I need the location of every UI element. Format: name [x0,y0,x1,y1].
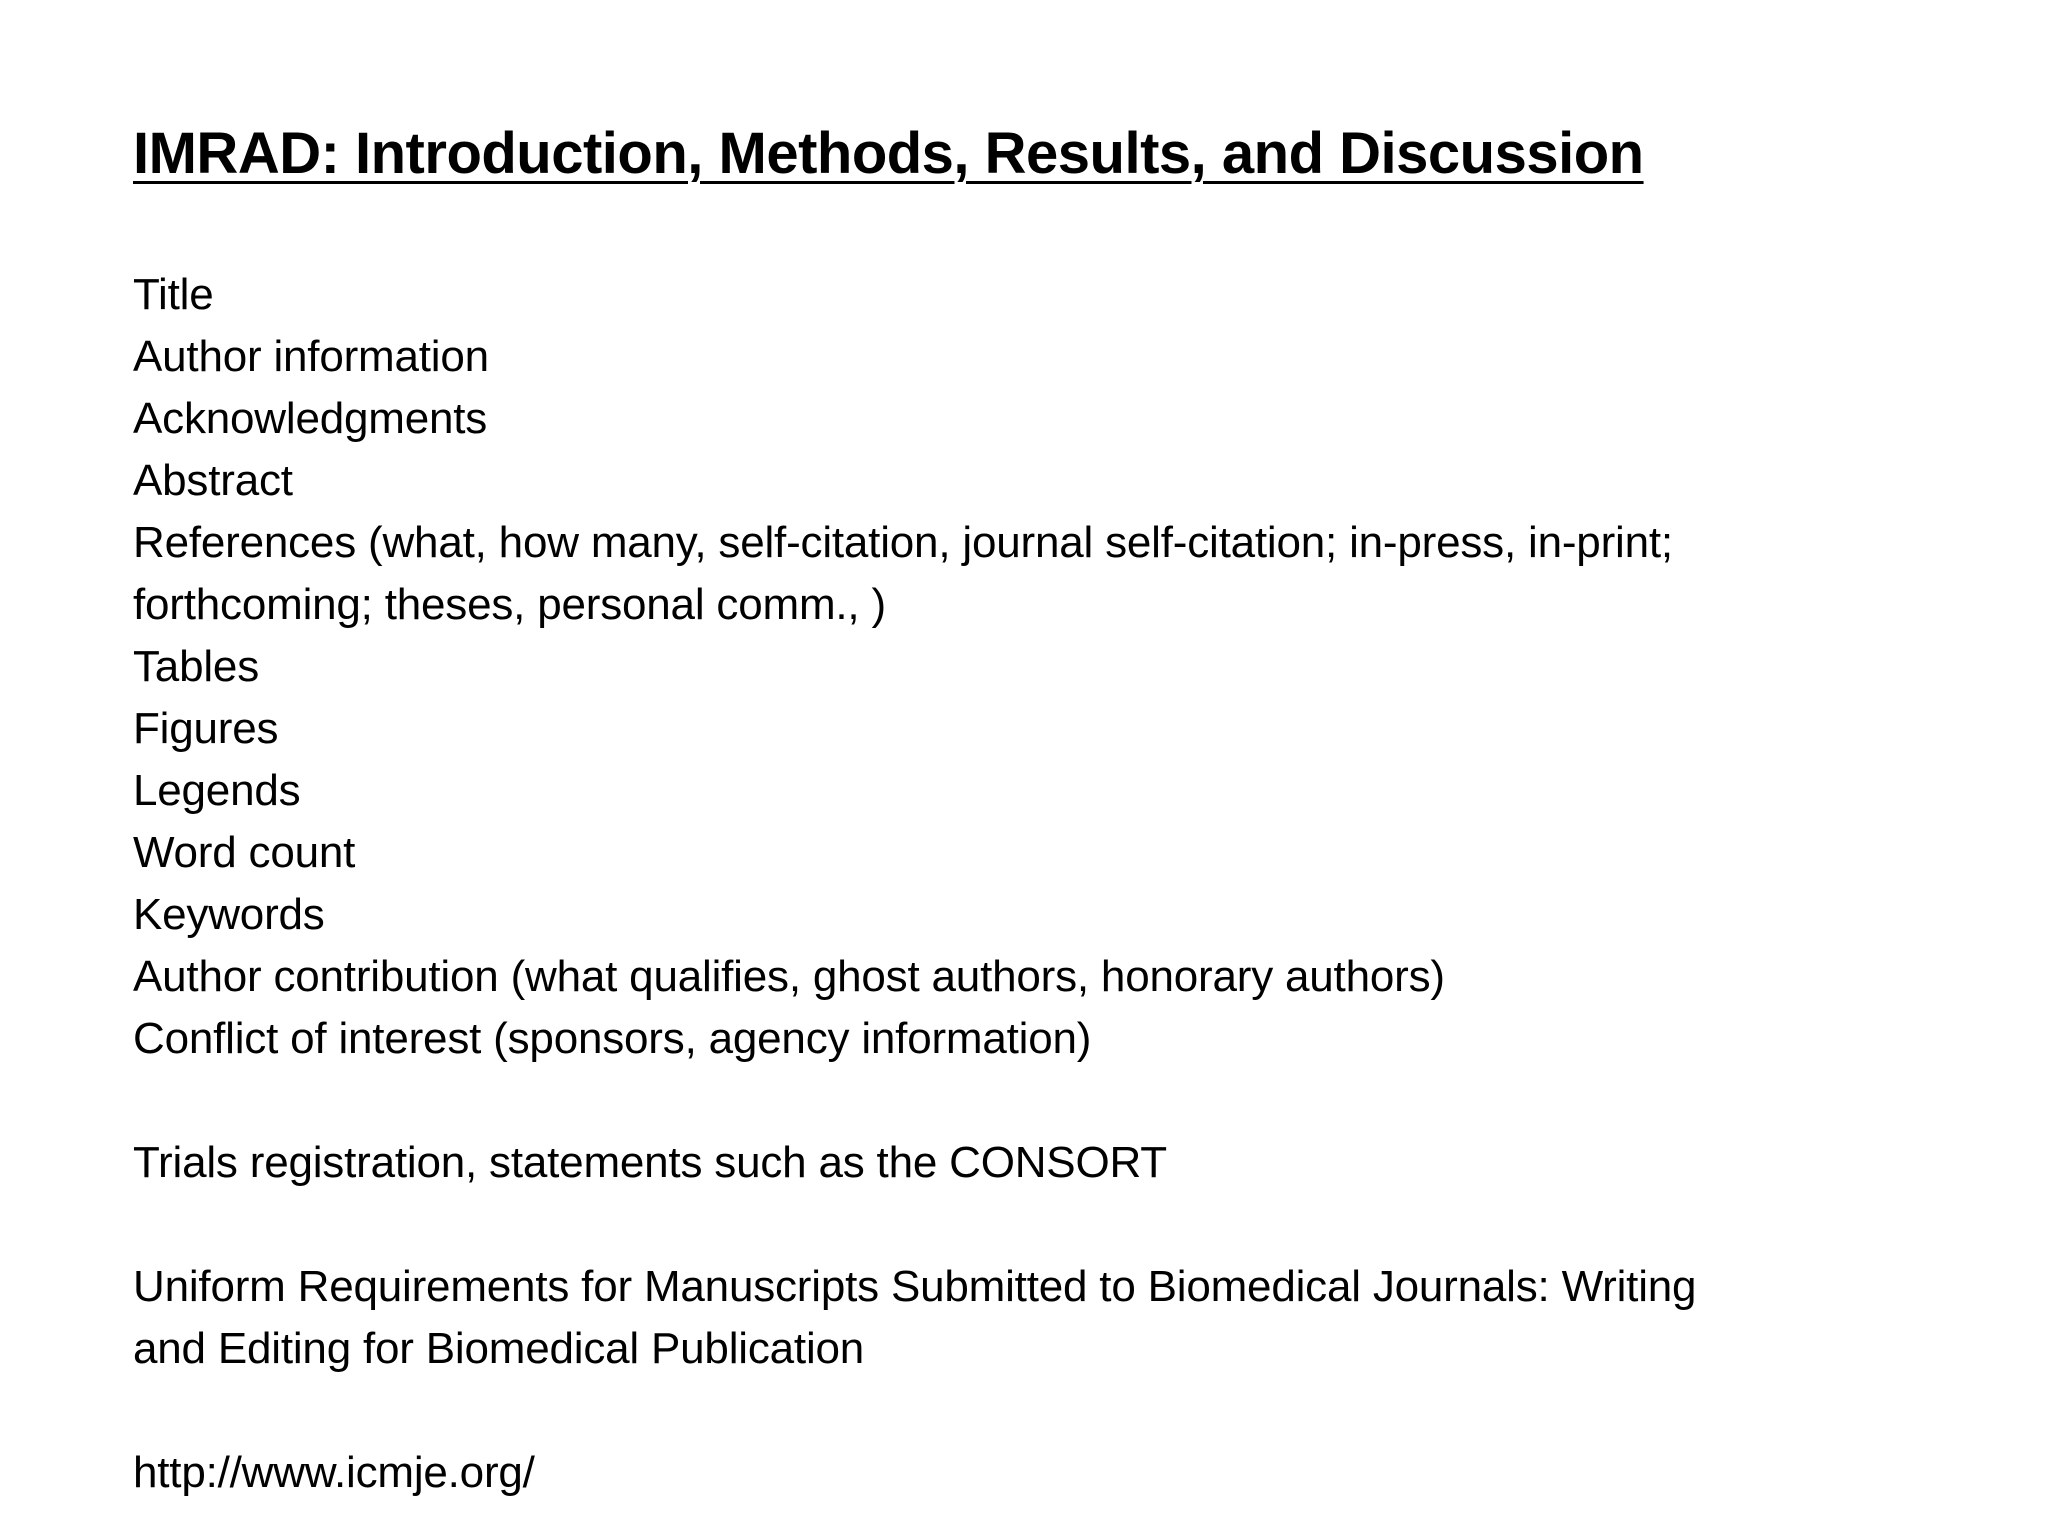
uniform-requirements-text [133,1256,1933,1380]
list-item-title: Title [133,270,214,319]
list-item-legends: Legends [133,766,301,815]
icmje-url: http://www.icmje.org/ [133,1448,535,1497]
slide-content [133,116,1933,1497]
list-item-author-contribution: Author contribution (what qualifies, ghost authors, honorary authors) [133,952,1445,1001]
list-item-word-count: Word count [133,828,356,877]
slide-title: IMRAD: Introduction, Methods, Results, and Discussion [133,121,1644,186]
body-list [133,264,1933,1504]
trials-registration-text: Trials registration, statements such as the CONSORT [133,1138,1167,1187]
references-line-1: References (what, how many, self-citation, journal self-citation; in-press, in-print; [133,518,1673,567]
uniform-requirements-line-1: Uniform Requirements for Manuscripts Submitted to Biomedical Journals: Writing [133,1262,1697,1311]
list-item-references [133,512,1933,636]
list-item-keywords: Keywords [133,890,325,939]
list-item-figures: Figures [133,704,279,753]
list-item-conflict-of-interest: Conflict of interest (sponsors, agency information) [133,1014,1092,1063]
list-item-tables: Tables [133,642,259,691]
references-line-2: forthcoming; theses, personal comm., ) [133,580,886,629]
list-item-acknowledgments: Acknowledgments [133,394,488,443]
uniform-requirements-line-2: and Editing for Biomedical Publication [133,1324,865,1373]
list-item-abstract: Abstract [133,456,293,505]
list-item-author-information: Author information [133,332,489,381]
